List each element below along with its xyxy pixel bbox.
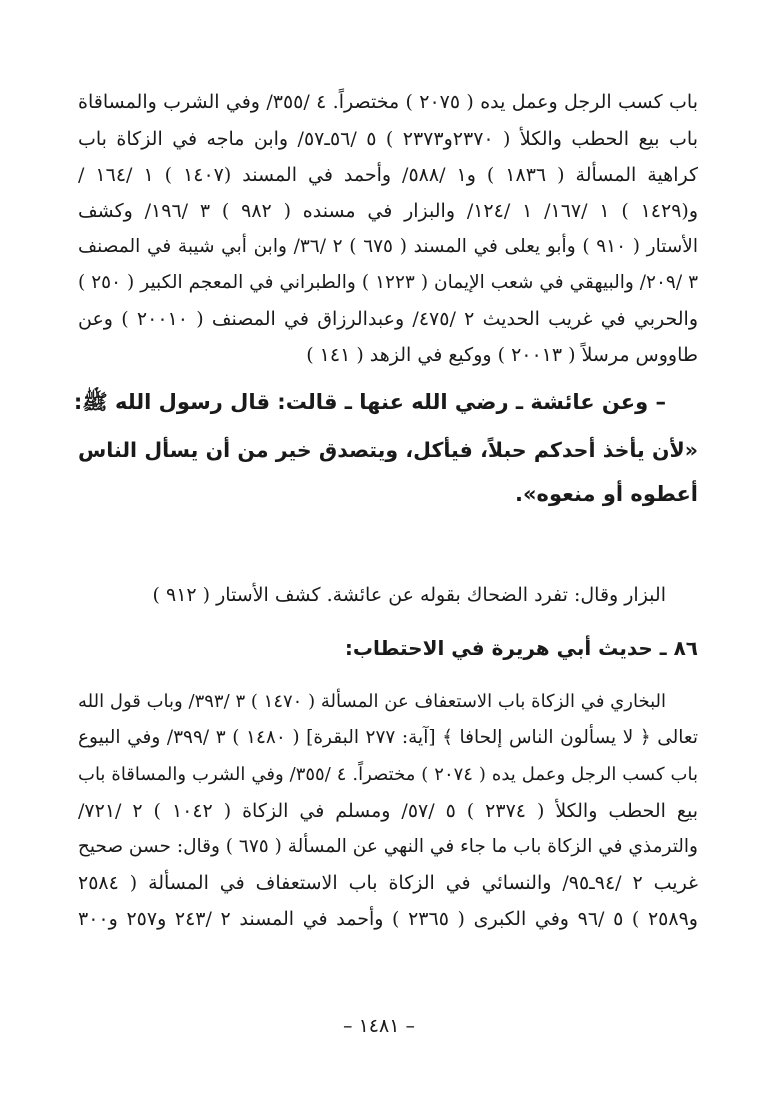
text-line: والترمذي في الزكاة باب ما جاء في النهي عن المسألة ( ٦٧٥ ) وقال: حسن صحيح bbox=[78, 836, 698, 857]
section-heading: ٨٦ ـ حديث أبي هريرة في الاحتطاب: bbox=[344, 636, 698, 660]
hadith-intro: – وعن عائشة ـ رضي الله عنها ـ قالت: قال رسول الله ﷺ: bbox=[73, 390, 666, 414]
hadith-text-line: أعطوه أو منعوه». bbox=[515, 482, 698, 506]
text-line: و٢٥٨٩ ) ٥ /٩٦ وفي الكبرى ( ٢٣٦٥ ) وأحمد في المسند ٢ /٢٤٣ و٢٥٧ و٣٠٠ bbox=[78, 908, 698, 930]
text-line: باب كسب الرجل وعمل يده ( ٢٠٧٥ ) مختصراً. ٤ /٣٥٥/ وفي الشرب والمساقاة bbox=[78, 91, 698, 113]
text-line: طاووس مرسلاً ( ٢٠٠١٣ ) ووكيع في الزهد ( ١٤١ ) bbox=[306, 344, 698, 366]
note-line: البزار وقال: تفرد الضحاك بقوله عن عائشة. كشف الأستار ( ٩١٢ ) bbox=[152, 584, 666, 606]
text-line: البخاري في الزكاة باب الاستعفاف عن المسألة ( ١٤٧٠ ) ٣ /٣٩٣/ وباب قول الله bbox=[78, 691, 666, 712]
text-line: باب كسب الرجل وعمل يده ( ٢٠٧٤ ) مختصراً. ٤ /٣٥٥/ وفي الشرب والمساقاة باب bbox=[78, 764, 698, 785]
text-line: باب بيع الحطب والكلأ ( ٢٣٧٠و٢٣٧٣ ) ٥ /٥٦ـ٥٧/ وابن ماجه في الزكاة باب bbox=[78, 128, 698, 150]
text-line: غريب ٢ /٩٤ـ٩٥/ والنسائي في الزكاة باب الاستعفاف في المسألة ( ٢٥٨٤ bbox=[78, 872, 698, 894]
text-line: بيع الحطب والكلأ ( ٢٣٧٤ ) ٥ /٥٧/ ومسلم في الزكاة ( ١٠٤٢ ) ٢ /٧٢١/ bbox=[78, 800, 698, 822]
page-number: – ١٤٨١ – bbox=[343, 1015, 415, 1037]
text-line: ٣ /٢٠٩/ والبيهقي في شعب الإيمان ( ١٢٢٣ ) والطبراني في المعجم الكبير ( ٢٥٠ ) bbox=[78, 272, 698, 293]
hadith-text-line: «لأن يأخذ أحدكم حبلاً، فيأكل، ويتصدق خير من أن يسأل الناس bbox=[78, 438, 698, 462]
text-line: والحربي في غريب الحديث ٢ /٤٧٥/ وعبدالرزاق في المصنف ( ٢٠٠١٠ ) وعن bbox=[78, 308, 698, 330]
text-line: و(١٤٢٩ ) ١ /١٦٧/ ١ /١٢٤/ والبزار في مسنده ( ٩٨٢ ) ٣ /١٩٦/ وكشف bbox=[78, 200, 698, 222]
text-line: تعالى ﴿ لا يسألون الناس إلحافا ﴾ [آية: ٢٧٧ البقرة] ( ١٤٨٠ ) ٣ /٣٩٩/ وفي البيوع bbox=[78, 727, 698, 748]
text-line: الأستار ( ٩١٠ ) وأبو يعلى في المسند ( ٦٧٥ ) ٢ /٣٦/ وابن أبي شيبة في المصنف bbox=[78, 236, 698, 257]
text-line: كراهية المسألة ( ١٨٣٦ ) و١ /٥٨٨/ وأحمد في المسند (١٤٠٧ ) ١ /١٦٤ / bbox=[78, 164, 698, 186]
